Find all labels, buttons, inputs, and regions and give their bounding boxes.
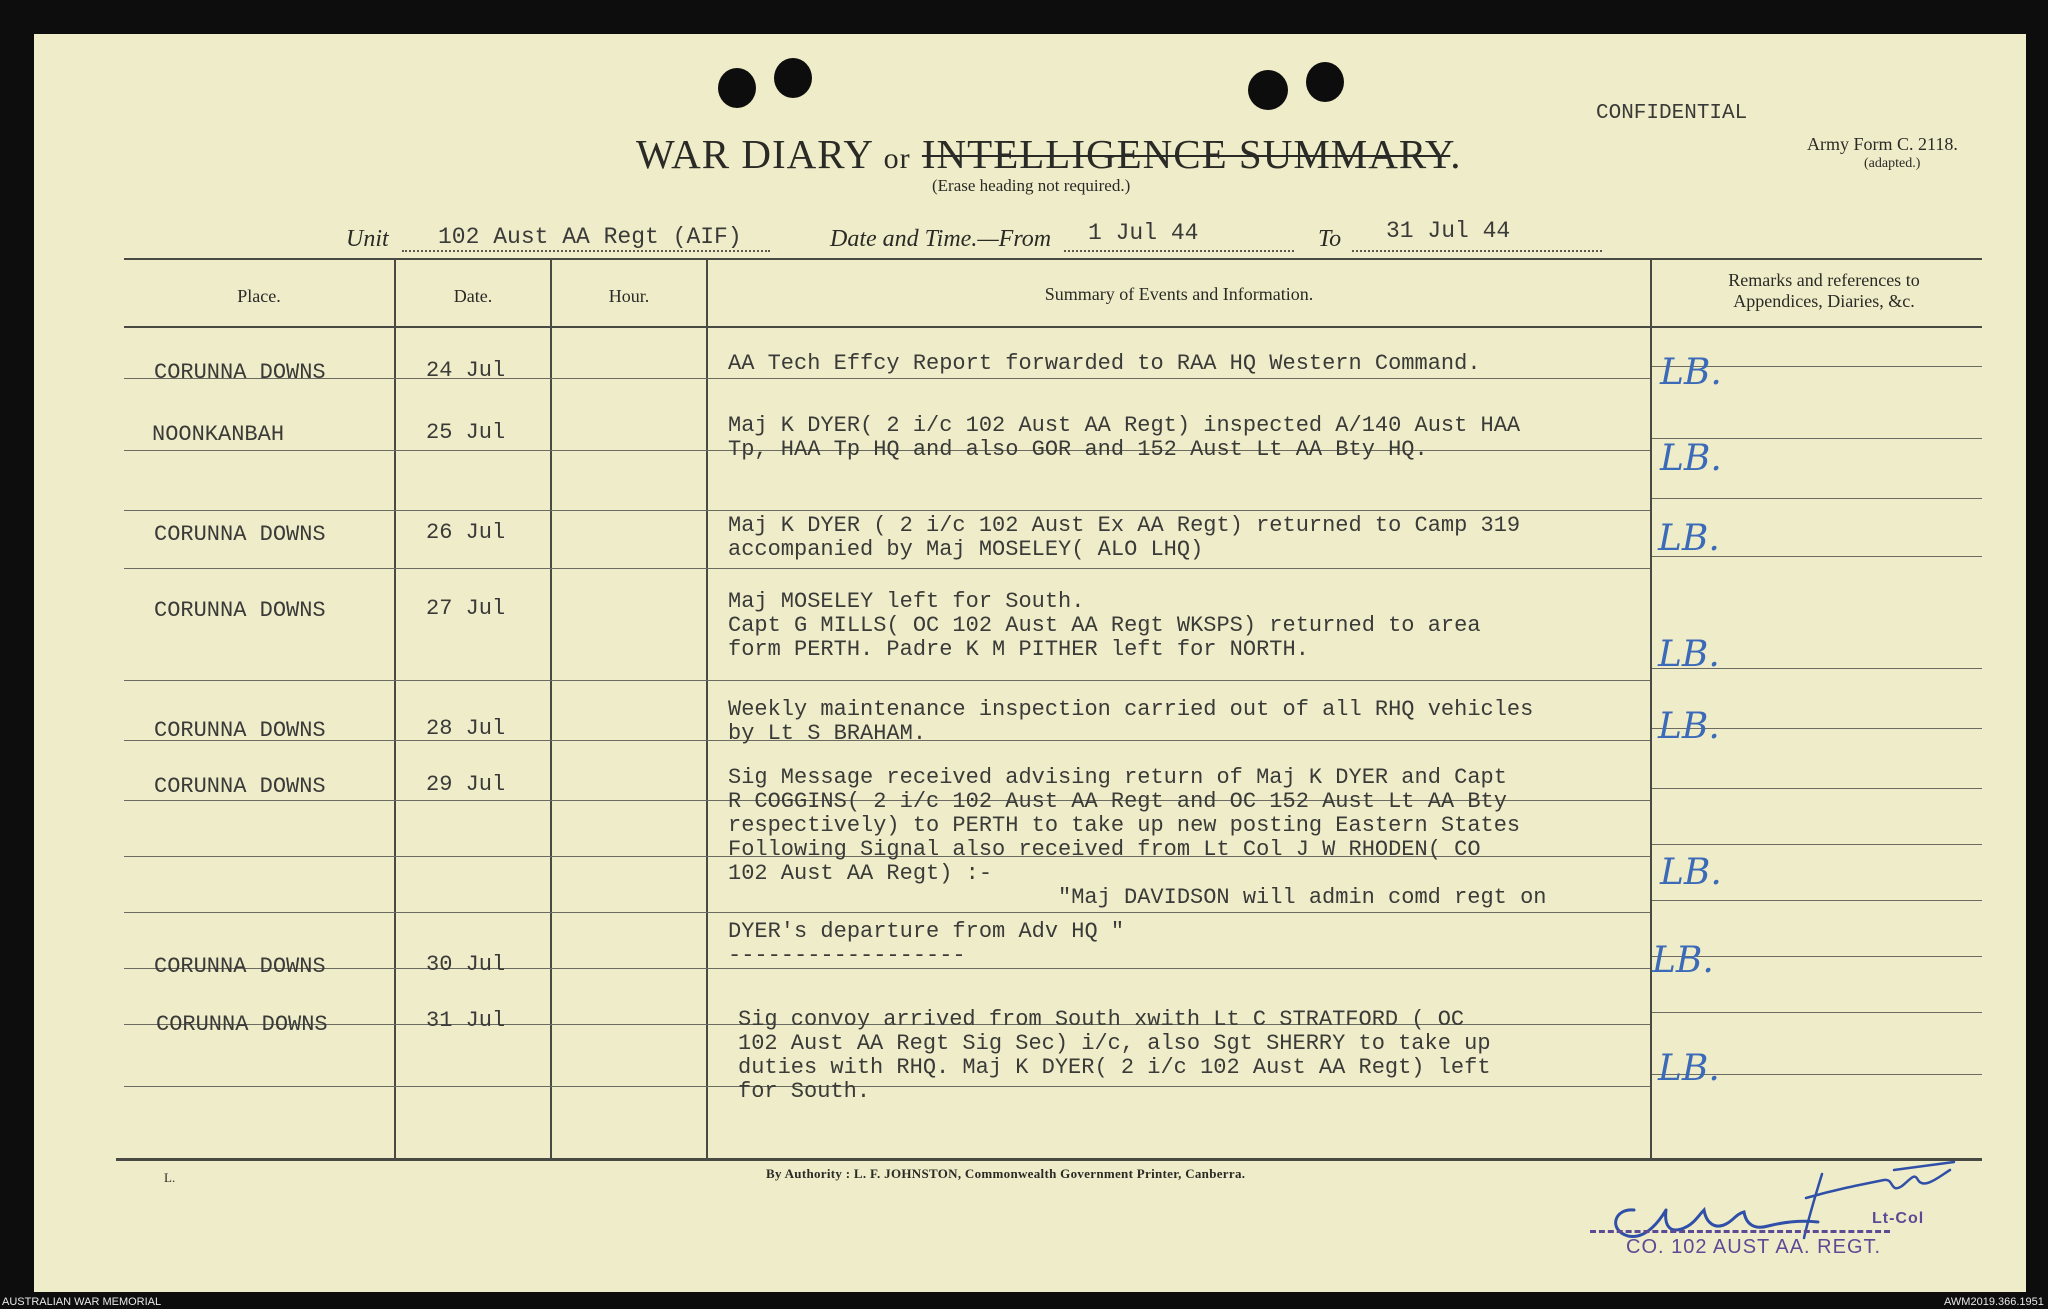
col-header-summary: Summary of Events and Information.	[1044, 284, 1314, 304]
printer-authority: By Authority : L. F. JOHNSTON, Commonwealth Government Printer, Canberra.	[766, 1166, 1246, 1181]
entry-place: CORUNNA DOWNS	[154, 598, 326, 623]
remark-initials: LB.	[1660, 352, 1722, 393]
entry-summary-line: Maj MOSELEY left for South.	[728, 589, 1085, 614]
entry-place: CORUNNA DOWNS	[154, 718, 326, 743]
entry-summary-line: Weekly maintenance inspection carried out of all RHQ vehicles	[728, 697, 1534, 722]
col-divider-hour	[706, 258, 708, 1158]
entry-summary-line: by Lt S BRAHAM.	[728, 721, 927, 746]
entry-place: CORUNNA DOWNS	[154, 774, 326, 799]
remark-initials: LB.	[1658, 1048, 1720, 1089]
ruled-line	[1652, 788, 1982, 789]
remark-initials: LB.	[1658, 706, 1720, 747]
entry-summary-line: form PERTH. Padre K M PITHER left for NORTH.	[728, 637, 1309, 662]
remark-initials: LB.	[1652, 940, 1714, 981]
entry-summary-line: ------------------	[728, 943, 966, 968]
entry-date: 31 Jul	[426, 1008, 506, 1033]
title-or: or	[883, 142, 911, 175]
archive-caption-left: AUSTRALIAN WAR MEMORIAL	[2, 1296, 162, 1308]
entry-date: 26 Jul	[426, 520, 506, 545]
ruled-line	[1652, 844, 1982, 845]
ruled-line	[1652, 1012, 1982, 1013]
entry-summary-line: Sig Message received advising return of Maj K DYER and Capt	[728, 765, 1507, 790]
date-to-label: To	[1318, 226, 1342, 252]
remark-initials: LB.	[1658, 634, 1720, 675]
entry-summary-line: Following Signal also received from Lt Col J W RHODEN( CO	[728, 837, 1481, 862]
entry-date: 29 Jul	[426, 772, 506, 797]
punch-hole	[774, 58, 812, 98]
stamp-dashed-rule	[1590, 1230, 1890, 1233]
footer-left-mark: L.	[164, 1170, 176, 1185]
entry-summary-line: AA Tech Effcy Report forwarded to RAA HQ Western Command.	[728, 351, 1481, 376]
entry-summary-line: 102 Aust AA Regt Sig Sec) i/c, also Sgt SHERRY to take up	[738, 1031, 1491, 1056]
unit-label: Unit	[346, 226, 389, 252]
stamp-unit: CO. 102 AUST AA. REGT.	[1626, 1236, 1882, 1258]
war-diary-sheet	[34, 34, 2026, 1292]
table-top-rule	[124, 258, 1982, 260]
entry-date: 25 Jul	[426, 420, 506, 445]
col-header-remarks: Remarks and references to Appendices, Diaries, &c.	[1728, 270, 1920, 311]
entry-summary-line: Capt G MILLS( OC 102 Aust AA Regt WKSPS) returned to area	[728, 613, 1481, 638]
punch-hole	[718, 68, 756, 108]
table-header-rule	[124, 326, 1982, 328]
entry-summary-line: Tp, HAA Tp HQ and also GOR and 152 Aust Lt AA Bty HQ.	[728, 437, 1428, 462]
form-note: (adapted.)	[1864, 156, 1921, 171]
entry-date: 27 Jul	[426, 596, 506, 621]
entry-summary-line: Maj K DYER( 2 i/c 102 Aust AA Regt) inspected A/140 Aust HAA	[728, 413, 1521, 438]
unit-dotline	[402, 250, 770, 252]
ruled-line	[124, 510, 1650, 511]
col-divider-date	[550, 258, 552, 1158]
title-intelligence-summary: INTELLIGENCE SUMMARY	[921, 131, 1451, 177]
entry-place: CORUNNA DOWNS	[154, 522, 326, 547]
title-subtitle: (Erase heading not required.)	[932, 176, 1131, 195]
entry-place: NOONKANBAH	[152, 422, 285, 447]
col-divider-place	[394, 258, 396, 1158]
col-header-place: Place.	[237, 286, 281, 306]
stamp-rank: Lt-Col	[1872, 1210, 1925, 1227]
entry-place: CORUNNA DOWNS	[156, 1012, 328, 1037]
entry-date: 30 Jul	[426, 952, 506, 977]
unit-value: 102 Aust AA Regt (AIF)	[438, 224, 742, 250]
to-dotline	[1352, 250, 1602, 252]
entry-summary-line: Sig convoy arrived from South xwith Lt C STRATFORD ( OC	[738, 1007, 1465, 1032]
remark-initials: LB.	[1658, 518, 1720, 559]
ruled-line	[124, 568, 1650, 569]
entry-date: 28 Jul	[426, 716, 506, 741]
col-header-date: Date.	[453, 286, 493, 306]
ruled-line	[124, 912, 1650, 913]
archive-caption-right: AWM2019.366.1951	[1944, 1296, 2044, 1308]
remark-initials: LB.	[1660, 852, 1722, 893]
entry-summary-line: 102 Aust AA Regt) :-	[728, 861, 993, 886]
entry-date: 24 Jul	[426, 358, 506, 383]
entry-summary-line: accompanied by Maj MOSELEY( ALO LHQ)	[728, 537, 1204, 562]
entry-summary-line: respectively) to PERTH to take up new posting Eastern States	[728, 813, 1521, 838]
ruled-line	[1652, 900, 1982, 901]
title-period: .	[1450, 131, 1462, 177]
punch-hole	[1248, 70, 1288, 110]
entry-summary-line: for South.	[738, 1079, 871, 1104]
entry-summary-line: R COGGINS( 2 i/c 102 Aust AA Regt and OC 152 Aust Lt AA Bty	[728, 789, 1507, 814]
remark-initials: LB.	[1660, 438, 1722, 479]
page-title	[636, 130, 1462, 178]
entry-summary-line: "Maj DAVIDSON will admin comd regt on	[1058, 885, 1547, 910]
from-dotline	[1064, 250, 1294, 252]
entry-place: CORUNNA DOWNS	[154, 954, 326, 979]
col-header-hour: Hour.	[608, 286, 650, 306]
punch-hole	[1306, 62, 1344, 102]
col-divider-summary	[1650, 258, 1652, 1158]
ruled-line	[124, 378, 1650, 379]
classification-label: CONFIDENTIAL	[1596, 102, 1748, 125]
entry-summary-line: duties with RHQ. Maj K DYER( 2 i/c 102 Aust AA Regt) left	[738, 1055, 1491, 1080]
entry-summary-line: DYER's departure from Adv HQ "	[728, 919, 1125, 944]
ruled-line	[1652, 498, 1982, 499]
form-number: Army Form C. 2118.	[1807, 134, 1958, 154]
ruled-line	[124, 680, 1650, 681]
entry-place: CORUNNA DOWNS	[154, 360, 326, 385]
ruled-line	[124, 968, 1650, 969]
date-to-value: 31 Jul 44	[1386, 218, 1511, 244]
entry-summary-line: Maj K DYER ( 2 i/c 102 Aust Ex AA Regt) returned to Camp 319	[728, 513, 1521, 538]
date-from-value: 1 Jul 44	[1088, 220, 1199, 246]
ruled-line	[124, 1086, 1650, 1087]
title-war-diary: WAR DIARY	[636, 131, 873, 177]
date-from-label: Date and Time.—From	[830, 226, 1052, 252]
